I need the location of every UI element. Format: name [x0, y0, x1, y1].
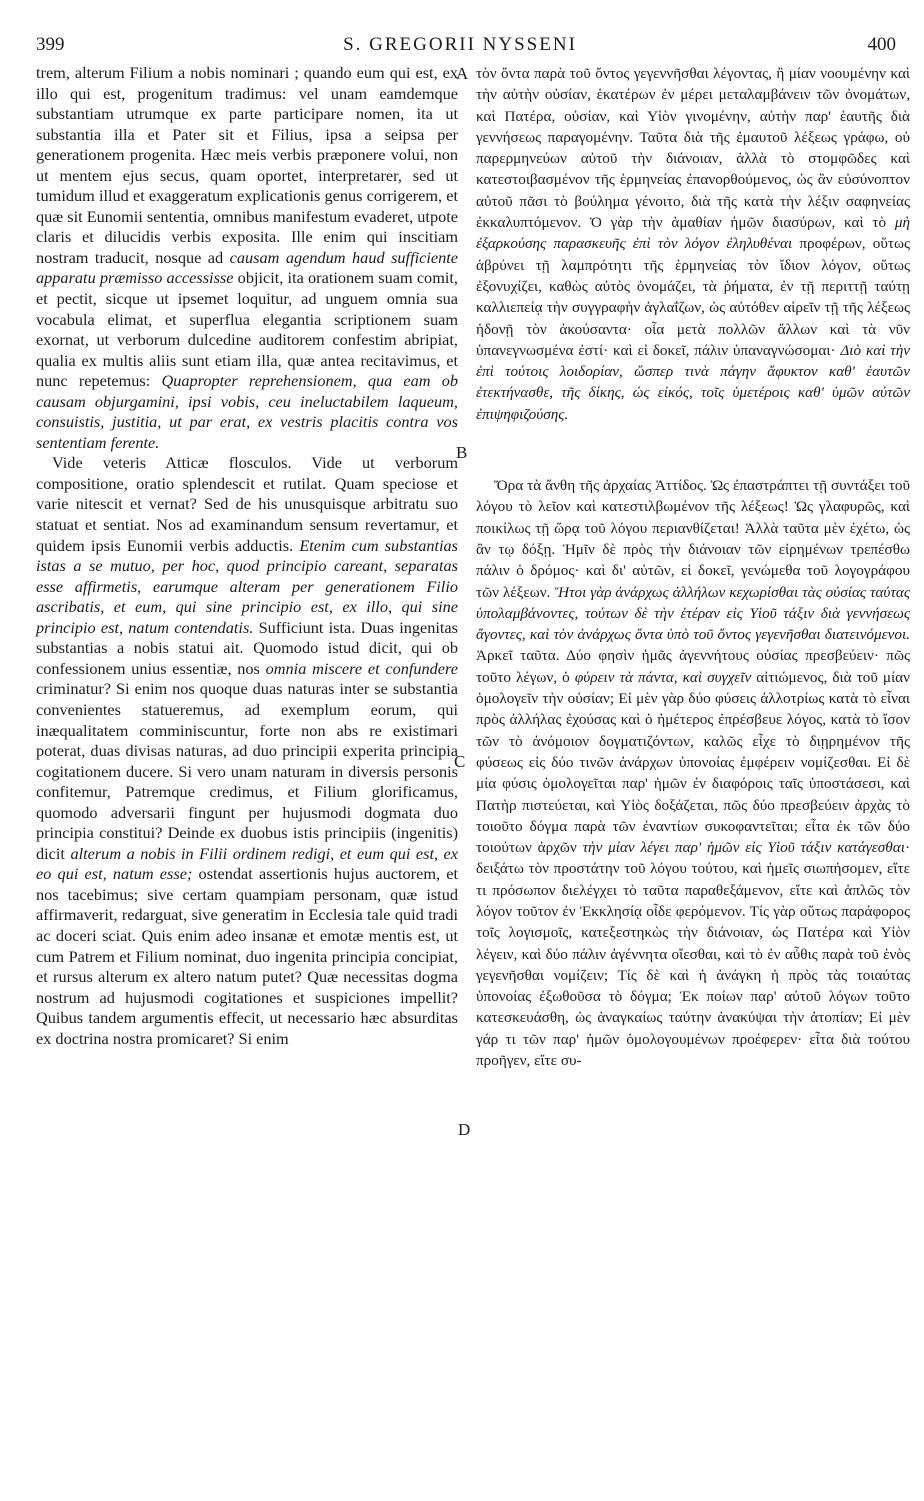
text-run: Sufficiunt ista. Duas ingenitas substantias a nobis statui ait. Quomodo istud dicit, qui ob confessionem unius essentiæ, nos — [36, 617, 458, 678]
latin-paragraph — [36, 453, 458, 1049]
greek-paragraph — [476, 63, 910, 425]
text-run: Ἀρκεῖ ταῦτα. Δύο φησὶν ἡμᾶς ἀγεννήτους οὐσίας πρεσβεύειν· πῶς τοῦτο λέγων, ὁ — [476, 647, 910, 686]
margin-marker-d: D — [458, 1120, 471, 1139]
text-run: Ὅρα τὰ ἄνθη τῆς ἀρχαίας Ἀττίδος. Ὡς ἐπαστράπτει τῇ συντάξει τοῦ λόγου τὸ λεῖον καὶ κατεστιλβωμένον τῆς λέξεως! Ὡς γλαφυρῶς, καὶ ποικίλως τῇ ὥρᾳ τοῦ λόγου περιανθίζεται! Ἀλλὰ ταῦτα μὲν ἐχέτω, ὡς ἂν τῳ δόξῃ. Ἡμῖν δὲ πρὸς τὴν διάνοιαν τῶν εἰρημένων τρεπέσθω πάλιν ὁ δρόμος· καὶ δι' αὐτῶν, εἰ δοκεῖ, γενώμεθα τοῦ λογογράφου τῶν λέξεων. — [476, 477, 910, 601]
greek-column — [476, 63, 910, 1071]
text-run: ostendat assertionis hujus auctorem, et nos tacebimus; sive certam quampiam personam, quæ istud affirmaverit, redarguat, sive generatim in Ecclesia tale quid tradi ac doceri sciat. Quis enim adeo insanæ et emotæ mentis est, ut cum Patrem et Filium nominat, duo ingenita principia concipiat, et rursus alterum ex altero natum putet? Quæ necessitas dogma nostrum ad hujusmodi cogitationes et suspiciones impellit? Quibus tandem argumentis effecit, ut necessario hæc absurditas ex doctrina nostra promicaret? Si enim — [36, 864, 458, 1048]
text-run: · δειξάτω τὸν προστάτην τοῦ λόγου τούτου, καὶ ἡμεῖς σιωπήσομεν, εἴτε τι πρόσωπον διελέγχει τὸ ταῦτα παραθεξάμενον, εἴτε καὶ ἁπλῶς τὸν λόγον τοῦτον ἐν Ἐκκλησίᾳ οἶδε φερόμενον. Τίς γὰρ οὕτως παράφορος τοῖς λογισμοῖς, κατεξεστηκὼς τὴν διάνοιαν, ὡς Πατέρα καὶ Υἱὸν λέγειν, καὶ δύο πάλιν ἀγέννητα οἴεσθαι, καὶ τὸ ἐν αὖθις παρὰ τοῦ ἑνὸς γεγενῆσθαι νομίζειν; Τίς δὲ καὶ ἡ ἀνάγκη ἡ πρὸς τὰς τοιαύτας ὑπονοίας ἐξωθοῦσα τὸ δόγμα; Ἐκ ποίων παρ' αὐτοῦ λόγων τοῦτο κατεσκευάσθη, ὡς ἀναγκαίως ταύτην ἀνακύψαι τὴν ἀτοπίαν; Εἰ μὲν γάρ τι τῶν παρ' ἡμῶν ὁμολογουμένων προέφερεν· εἶτα διὰ τούτου προῆγεν, εἴτε συ- — [476, 839, 910, 1070]
text-run: criminatur? Si enim nos quoque duas naturas inter se substantia convenientes statueremus, ad exemplum eorum, qui inæqualitatem comminiscuntur, forte non abs re existimari poterat, duas divisas naturas, ad duo principii experita principia cogitationem ducere. Si vero unam naturam in diversis personis confitemur, Patremque credimus, et Filium glorificamus, quomodo adversarii fingunt per hujusmodi dogmata duo principia constitui? Deinde ex duobus istis principiis (ingenitis) dicit — [36, 679, 458, 863]
margin-marker-a: A — [456, 64, 469, 83]
italic-run: Ἤτοι γὰρ ἀνάρχως ἀλλήλων κεχωρίσθαι τὰς οὐσίας ταύτας ὑπολαμβάνοντες, τούτων δὲ τὴν ἑτέραν εἰς Υἱοῦ τάξιν διὰ γεννήσεως ἄγοντες, καὶ τὸν ἀνάρχως ὄντα ὑπὸ τοῦ ὄντος γεγενῆσθαι διατεινόμενοι. — [476, 583, 910, 644]
margin-marker-b: B — [456, 443, 468, 462]
text-run: objicit, ita orationem suam comit, et pectit, sicque ut ipsemet loquitur, ad unguem omnia sua vocabula elimat, et superflua elegantia scriptionem suam exornat, ut verborum dulcedine auditorem confestim abripiat, qualia ex multis aliis sunt etiam illa, quæ antea recitavimus, et nunc repetemus: — [36, 268, 458, 391]
margin-marker-c: C — [454, 752, 466, 771]
text-run: τὸν ὄντα παρὰ τοῦ ὄντος γεγεννῆσθαι λέγοντας, ἢ μίαν νοουμένην καὶ τὴν αὐτὴν οὐσίαν, ἑκατέρων ἐν μέρει μεταλαμβάνειν τῶν ὀνομάτων, καὶ Πατέρα, οὐσίαν, καὶ Υἱὸν γινομένην, αὐτὴν παρ' ἑαυτῆς διὰ γεννήσεως παραγομένην. Ταῦτα διὰ τῆς ἐμαυτοῦ λέξεως γράφω, οὐ παρερμηνεύων αὐτοῦ τὴν διάνοιαν, ἀλλὰ τὸ στομφῶδες καὶ κατεστοιβασμένον τῆς ἑρμηνείας ἐπανορθούμενος, ὡς ἂν εὐσύνοπτον αὐτοῦ πᾶσι τὸ βούλημα γένοιτο, διὰ τῆς κατὰ τὴν λέξιν σαφηνείας ἐκκαλυπτόμενον. Ὁ γὰρ τὴν ἀμαθίαν ἡμῶν διασύρων, καὶ τὸ — [476, 65, 910, 232]
italic-run: μὴ ἐξαρκούσης παρασκευῆς ἐπὶ τὸν λόγον ἐληλυθέναι — [476, 214, 910, 253]
italic-run: Etenim cum substantias istas a se mutuo, per hoc, quod principio careant, separatas esse affirmetis, earumque alteram per generationem Filio ascribatis, et eum, qui sine principio est, ex illo, qui sine principio est, natum contendatis. — [36, 535, 458, 637]
page-number-left: 399 — [36, 34, 65, 55]
running-title: S. GREGORII NYSSENI — [343, 34, 577, 55]
text-run: Vide veteris Atticæ flosculos. Vide ut verborum compositione, oratio splendescit et rutilat. Quam speciose et varie nitescit et vernat? Sed de his unusquisque arbitratu suo statuat et sentiat. Nos ad examinandum sensum revertamur, et quidem ipsis Eunomii verbis adductis. — [36, 453, 458, 555]
italic-run: omnia miscere et confundere — [265, 658, 458, 678]
latin-column — [36, 63, 458, 1049]
italic-run: Διὸ καὶ τὴν ἐπὶ τούτοις λοιδορίαν, ὥσπερ τινὰ πάγην ἄφυκτον καθ' ἑαυτῶν ἐτεκτήνασθε, τῆς δίκης, ὡς εἰκός, τοῖς ὑμετέροις καθ' ὑμῶν αὐτῶν ἐπιψηφιζούσης. — [476, 341, 911, 423]
italic-run: φύρειν τὰ πάντα, καὶ συγχεῖν — [574, 668, 752, 686]
running-header — [20, 34, 900, 58]
greek-paragraph — [476, 475, 910, 1071]
latin-paragraph — [36, 63, 458, 453]
italic-run: causam agendum haud sufficiente apparatu præmisso accessisse — [36, 247, 458, 288]
text-run: προφέρων, οὕτως ἁβρύνει τῇ λαμπρότητι τῆς ἑρμηνείας τὸν ἴδιον λόγον, οὕτως ἐξονυχίζει, καθὼς αὐτὸς ὀνομάζει, τὰ ῥήματα, ἐν τῇ περιττῇ ταύτῃ καλλιεπείᾳ τὴν συγγραφὴν ἀγλαΐζων, ὡς αὐτόθεν αἱρεῖν τῇ τῆς λέξεως ἡδονῇ τὸν ἀκούσαντα· οἷα μετὰ πολλῶν ἄλλων καὶ τὰ νῦν ὑπανεγνωσμένα ἐστί· καὶ εἰ δοκεῖ, πάλιν ὑπαναγνώσομαι· — [476, 235, 911, 359]
text-run: αἰτιώμενος, διὰ τοῦ μίαν ὁμολογεῖν τὴν οὐσίαν; Εἰ μὲν γὰρ δύο φύσεις ἀλλοτρίως κατὰ τὸ εἶναι πρὸς ἀλλήλας ἐχούσας καὶ ὁ ἡμέτερος ἐπρέσβευε λόγος, κατὰ τὸ ἴσον τῶν τὸ ἀνόμοιον δογματιζόντων, καλῶς εἶχε τὸ διῃρημένον τῆς φύσεως εἰς δύο τινῶν ἀνάρχων ὑπονοίας ἐμφέρειν νομίζεσθαι. Εἰ δὲ μία φύσις ὁμολογεῖται παρ' ἡμῶν ἐν διαφόροις ταῖς ὑποστάσεσι, καὶ Πατὴρ πιστεύεται, καὶ Υἱὸς δοξάζεται, πῶς δύο πρεσβεύειν ἀρχὰς τὸ τοιοῦτο δόγμα παρὰ τῶν ἐναντίων συκοφαντεῖται; εἶτα ἐκ τῶν δύο τοιούτων ἀρχῶν — [476, 668, 910, 857]
page-number-right: 400 — [867, 34, 896, 55]
italic-run: τὴν μίαν λέγει παρ' ἡμῶν εἰς Υἱοῦ τάξιν κατάγεσθαι — [582, 839, 905, 857]
text-run: trem, alterum Filium a nobis nominari ; quando eum qui est, ex illo qui est, progenitum tradimus: vel unam eamdemque substantiam utrumque ex parte participare nomen, ita ut substantia illa et Pater sit et Filius, ipsa a seipsa per generationem progenita. Hæc meis verbis præponere volui, non ut mentem ejus secus, quam oportet, interpretarer, sed ut tumidum illud et exaggeratum explicationis genus corrigerem, et quæ sit Eunomii sententia, omnibus manifestum evaderet, utpote claris et dilucidis verbis exposita. Ille enim qui inscitiam nostram traducit, nosque ad — [36, 63, 458, 267]
italic-run: alterum a nobis in Filii ordinem redigi, et eum qui est, ex eo qui est, natum esse; — [36, 843, 458, 884]
italic-run: Quapropter reprehensionem, qua eam ob causam objurgamini, ipsi vobis, ceu ineluctabilem laqueum, consuistis, justitia, ut par erat, ex vestris placitis contra vos sententiam ferente. — [36, 371, 459, 452]
